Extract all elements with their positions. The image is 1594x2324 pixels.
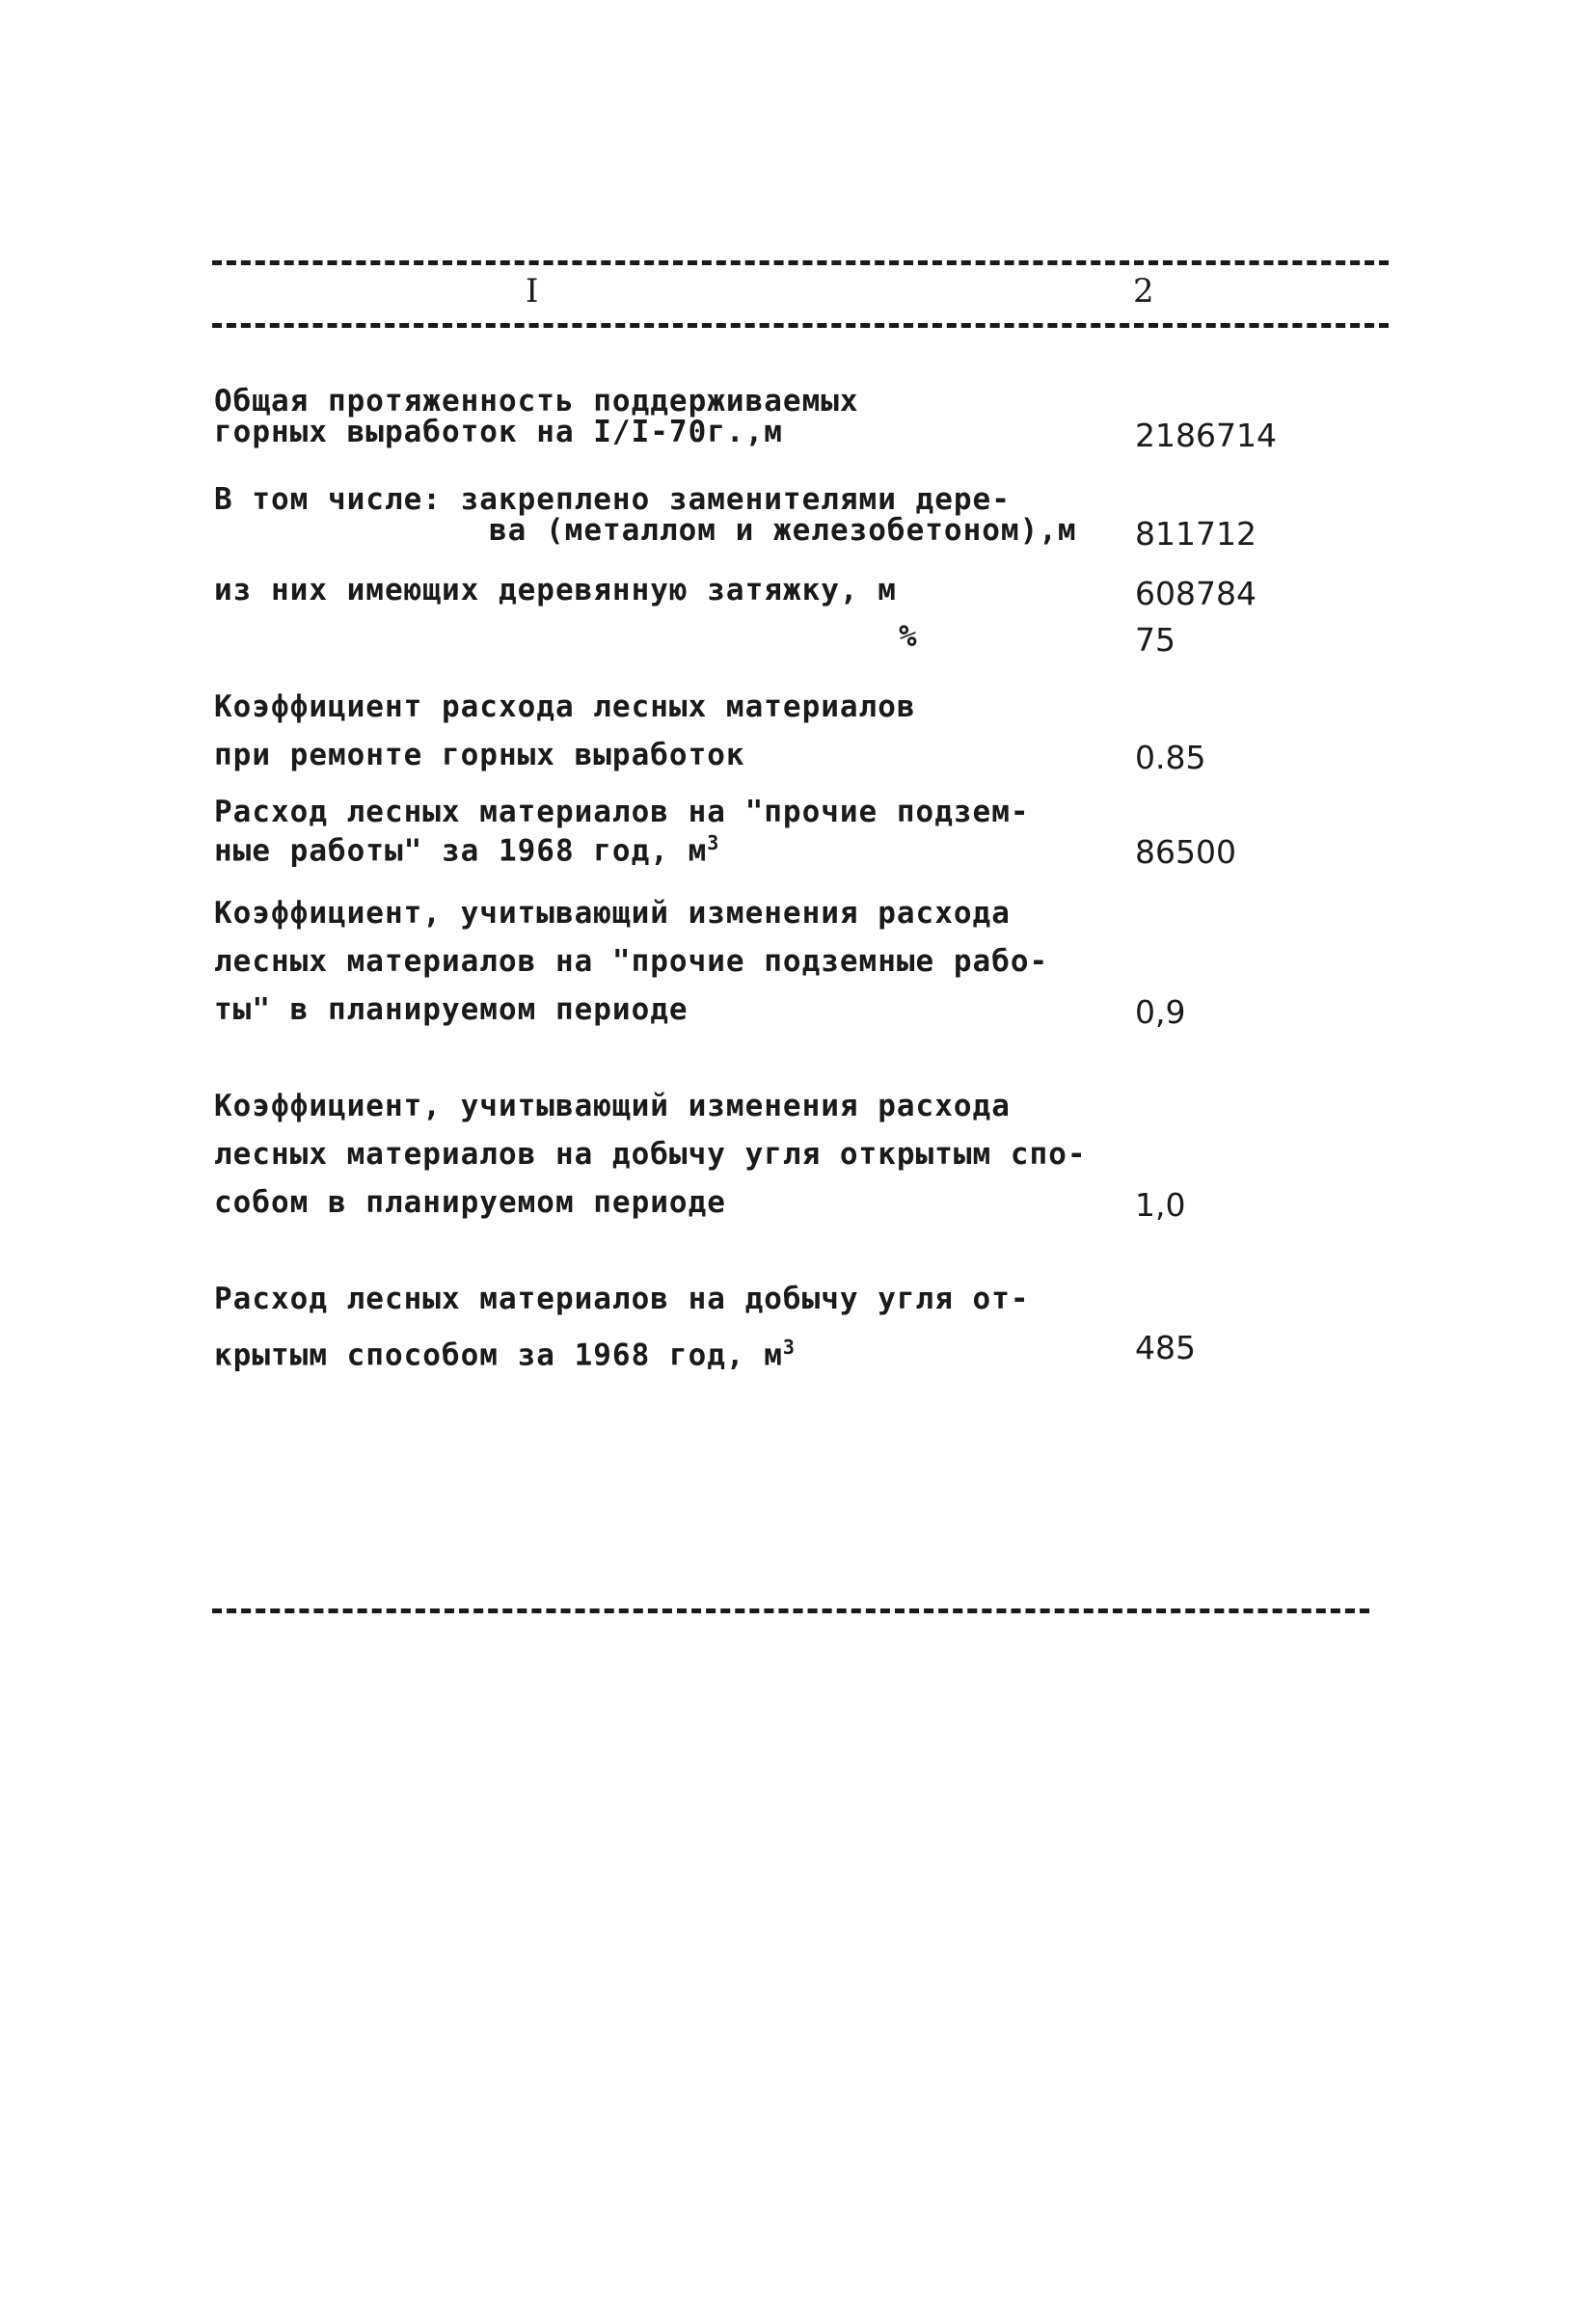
row-value: 0.85 <box>1135 739 1206 776</box>
row-label <box>214 386 1101 447</box>
row-value: 811712 <box>1135 515 1256 553</box>
row-value: 75 <box>1135 621 1175 659</box>
superscript: 3 <box>782 1336 796 1359</box>
row-value: 608784 <box>1135 575 1256 612</box>
row-value: 0,9 <box>1135 993 1186 1031</box>
row-label <box>214 1275 1101 1379</box>
row-label-line: горных выработок на I/I-70г.,м <box>214 415 783 449</box>
row-label <box>214 889 1101 1034</box>
row-label <box>214 795 1101 869</box>
row-label-line: собом в планируемом периоде <box>214 1185 726 1220</box>
row-label-line: Расход лесных материалов на добычу угля от- <box>214 1282 1030 1316</box>
row-label-line: % <box>899 619 918 654</box>
row-value: 485 <box>1135 1329 1196 1366</box>
row-label-line: В том числе: закреплено заменителями дере- <box>214 482 1011 517</box>
row-label <box>214 1082 1101 1227</box>
row-value: 2186714 <box>1135 417 1277 454</box>
row-label-line: крытым способом за 1968 год, м <box>214 1338 783 1373</box>
row-label-line: ные работы" за 1968 год, м <box>214 833 708 869</box>
header-dashed-rule <box>212 323 1389 328</box>
column-header-1: I <box>526 272 539 311</box>
column-header-2: 2 <box>1133 272 1154 311</box>
row-value: 1,0 <box>1135 1186 1186 1224</box>
row-label-line: из них имеющих деревянную затяжку, м <box>214 573 897 608</box>
row-label <box>214 575 1101 606</box>
row-label-line: лесных материалов на "прочие подземные рабо- <box>214 944 1049 979</box>
row-label-line: Коэффициент, учитывающий изменения расхода <box>214 896 1011 931</box>
row-label-line: Общая протяженность поддерживаемых <box>214 384 859 419</box>
row-label-line: лесных материалов на добычу угля открытым спо- <box>214 1137 1087 1172</box>
top-dashed-rule <box>212 260 1389 265</box>
row-label <box>899 621 1594 652</box>
row-label-line: Коэффициент расхода лесных материалов <box>214 689 916 724</box>
row-label-line: при ремонте горных выработок <box>214 738 745 772</box>
row-label-line: Расход лесных материалов на "прочие подзем- <box>214 795 1030 829</box>
row-label-line: ва (металлом и железобетоном),м <box>489 513 1077 548</box>
row-label <box>214 683 1101 779</box>
superscript: 3 <box>707 831 720 854</box>
bottom-dashed-rule <box>212 1608 1369 1613</box>
row-label <box>214 484 1101 546</box>
row-label-line: Коэффициент, учитывающий изменения расхода <box>214 1089 1011 1123</box>
row-value: 86500 <box>1135 833 1236 871</box>
row-label-line: ты" в планируемом периоде <box>214 992 689 1027</box>
